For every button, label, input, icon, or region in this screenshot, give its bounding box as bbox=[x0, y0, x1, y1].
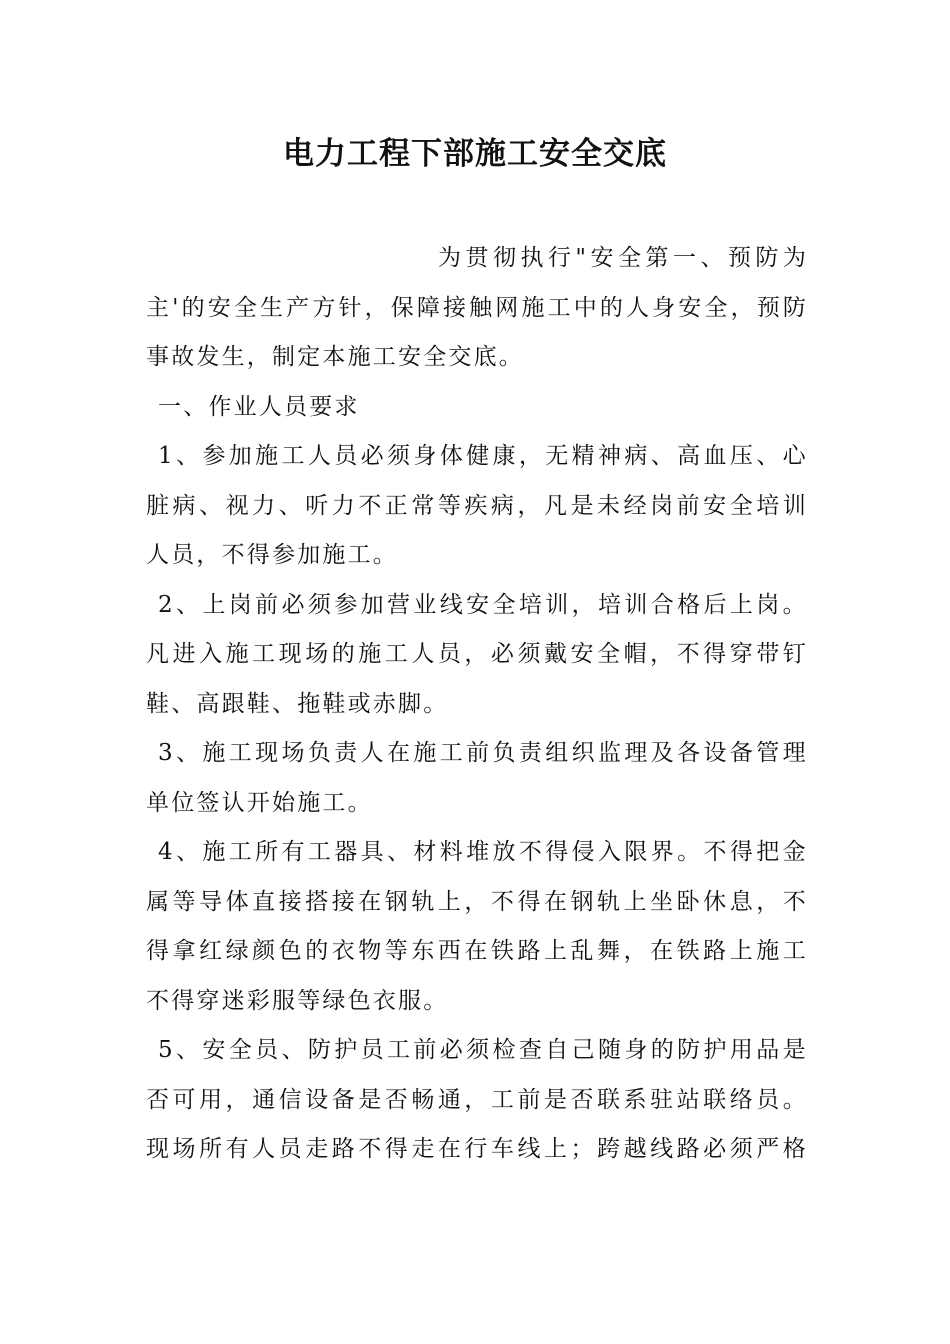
paragraph-line: 单位签认开始施工。 bbox=[146, 789, 373, 816]
paragraph-line: 人员，不得参加施工。 bbox=[146, 542, 398, 568]
paragraph-line: 为 贯 彻 执 行 " 安 全 第 一 、 预 防 为 bbox=[438, 245, 806, 271]
paragraph-line: 属 等 导 体 直 接 搭 接 在 钢 轨 上 ， 不 得 在 钢 轨 上 坐 卧 休 息 ， 不 bbox=[146, 888, 806, 915]
paragraph-line: 鞋、高跟鞋、拖鞋或赤脚。 bbox=[146, 690, 449, 717]
paragraph-line: 脏 病 、 视 力 、 听 力 不 正 常 等 疾 病 ， 凡 是 未 经 岗 前 安 全 培 训 bbox=[146, 492, 806, 519]
document-title: 电力工程下部施工安全交底 bbox=[283, 136, 667, 172]
paragraph-line: 得 拿 红 绿 颜 色 的 衣 物 等 东 西 在 铁 路 上 乱 舞 ， 在 铁 路 上 施 工 bbox=[146, 938, 806, 964]
paragraph-line: 3 、 施 工 现 场 负 责 人 在 施 工 前 负 责 组 织 监 理 及 各 设 备 管 理 bbox=[158, 740, 806, 766]
paragraph-line: 5 、 安 全 员 、 防 护 员 工 前 必 须 检 查 自 己 随 身 的 防 护 用 品 是 bbox=[158, 1037, 806, 1063]
paragraph-line: 4 、 施 工 所 有 工 器 具 、 材 料 堆 放 不 得 侵 入 限 界 。 不 得 把 金 bbox=[158, 839, 806, 865]
paragraph-line: 2 、 上 岗 前 必 须 参 加 营 业 线 安 全 培 训 ， 培 训 合 格 后 上 岗 。 bbox=[158, 591, 806, 618]
paragraph-line: 事故发生，制定本施工安全交底。 bbox=[146, 344, 524, 370]
paragraph-line: 1 、 参 加 施 工 人 员 必 须 身 体 健 康 ， 无 精 神 病 、 高 血 压 、 心 bbox=[158, 443, 806, 469]
paragraph-line: 一、作业人员要求 bbox=[158, 393, 360, 420]
paragraph-line: 现 场 所 有 人 员 走 路 不 得 走 在 行 车 线 上 ； 跨 越 线 路 必 须 严 格 bbox=[146, 1136, 806, 1162]
paragraph-line: 不得穿迷彩服等绿色衣服。 bbox=[146, 987, 449, 1014]
paragraph-line: 否 可 用 ， 通 信 设 备 是 否 畅 通 ， 工 前 是 否 联 系 驻 站 联 络 员 。 bbox=[146, 1086, 806, 1113]
paragraph-line: 主 ' 的 安 全 生 产 方 针 ， 保 障 接 触 网 施 工 中 的 人 身 安 全 ， 预 防 bbox=[146, 294, 806, 321]
paragraph-line: 凡 进 入 施 工 现 场 的 施 工 人 员 ， 必 须 戴 安 全 帽 ， 不 得 穿 带 钉 bbox=[146, 641, 806, 667]
document-body bbox=[146, 234, 806, 1175]
